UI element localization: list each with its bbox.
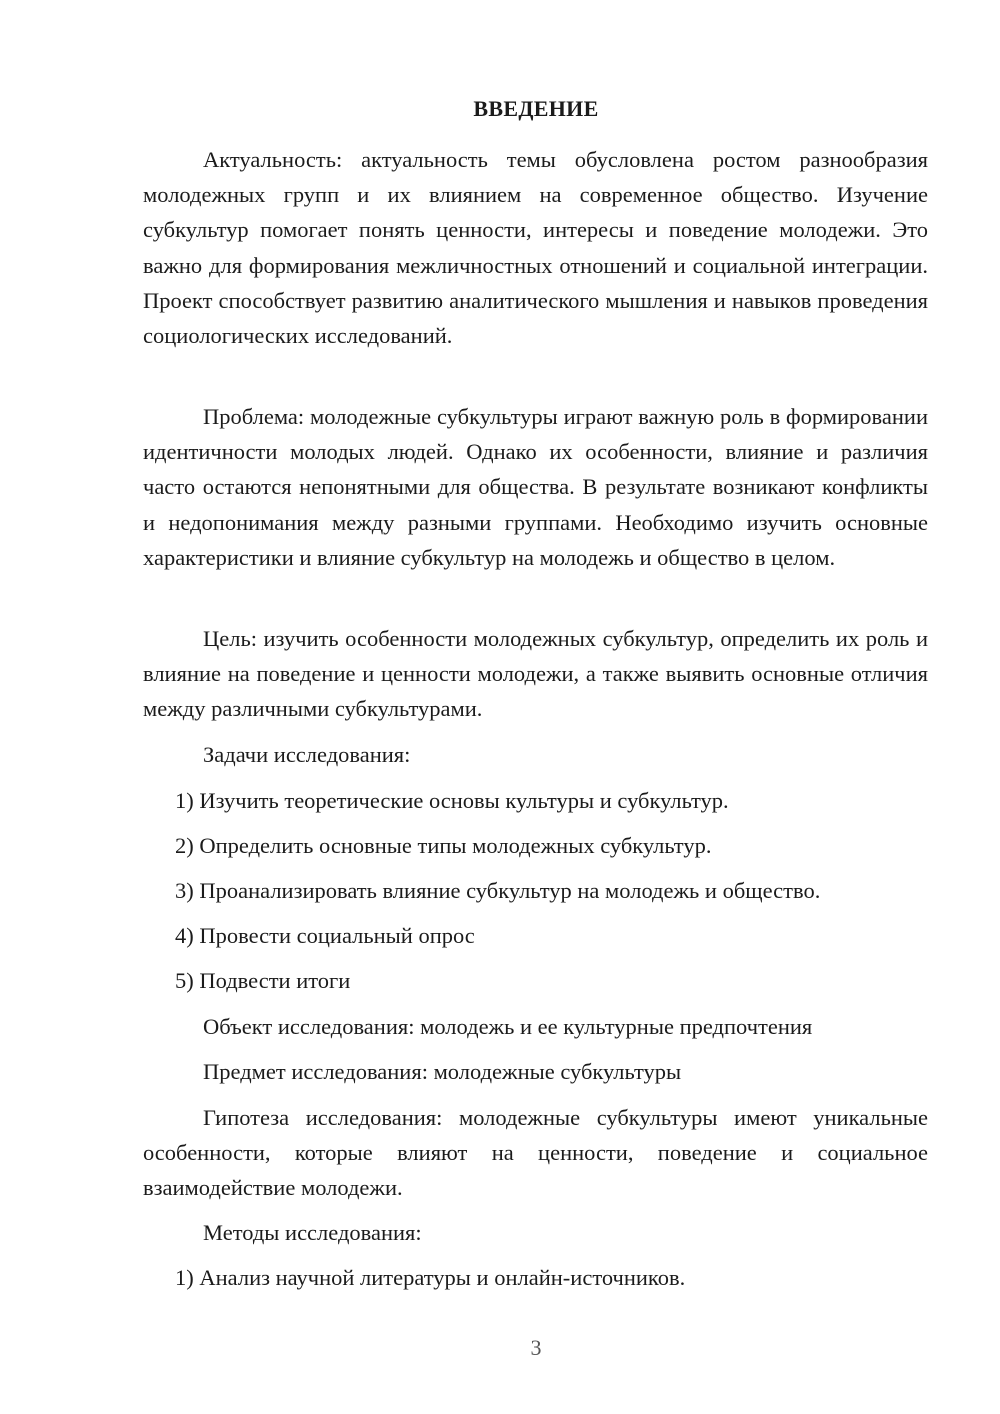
research-subject: Предмет исследования: молодежные субкультуры xyxy=(203,1059,682,1084)
hypothesis-paragraph: Гипотеза исследования: молодежные субкультуры имеют уникальные особенности, которые влияют на ценности, поведение и социальное взаимодействие молодежи. xyxy=(143,1105,928,1201)
task-item-3: 3) Проанализировать влияние субкультур на молодежь и общество. xyxy=(175,878,821,903)
tasks-heading: Задачи исследования: xyxy=(203,742,411,767)
method-item-1: 1) Анализ научной литературы и онлайн-источников. xyxy=(175,1265,686,1290)
problem-paragraph: Проблема: молодежные субкультуры играют важную роль в формировании идентичности молодых людей. Однако их особенности, влияние и различия часто остаются непонятными для общества. В результате возникают конфликты и недопонимания между разными группами. Необходимо изучить основные характеристики и влияние субкультур на молодежь и общество в целом. xyxy=(143,404,928,570)
goal-paragraph: Цель: изучить особенности молодежных субкультур, определить их роль и влияние на поведение и ценности молодежи, а также выявить основные отличия между различными субкультурами. xyxy=(143,626,928,722)
relevance-paragraph: Актуальность: актуальность темы обусловлена ростом разнообразия молодежных групп и их влиянием на современное общество. Изучение субкультур помогает понять ценности, интересы и поведение молодежи. Это важно для формирования межличностных отношений и социальной интеграции. Проект способствует развитию аналитического мышления и навыков проведения социологических исследований. xyxy=(143,147,928,349)
page-number: 3 xyxy=(530,1335,542,1360)
task-item-2: 2) Определить основные типы молодежных субкультур. xyxy=(175,833,712,858)
task-item-4: 4) Провести социальный опрос xyxy=(175,923,475,948)
task-item-5: 5) Подвести итоги xyxy=(175,968,351,993)
research-object: Объект исследования: молодежь и ее культурные предпочтения xyxy=(203,1014,813,1039)
task-item-1: 1) Изучить теоретические основы культуры и субкультур. xyxy=(175,788,729,813)
section-title: ВВЕДЕНИЕ xyxy=(473,96,599,121)
methods-heading: Методы исследования: xyxy=(203,1220,422,1245)
